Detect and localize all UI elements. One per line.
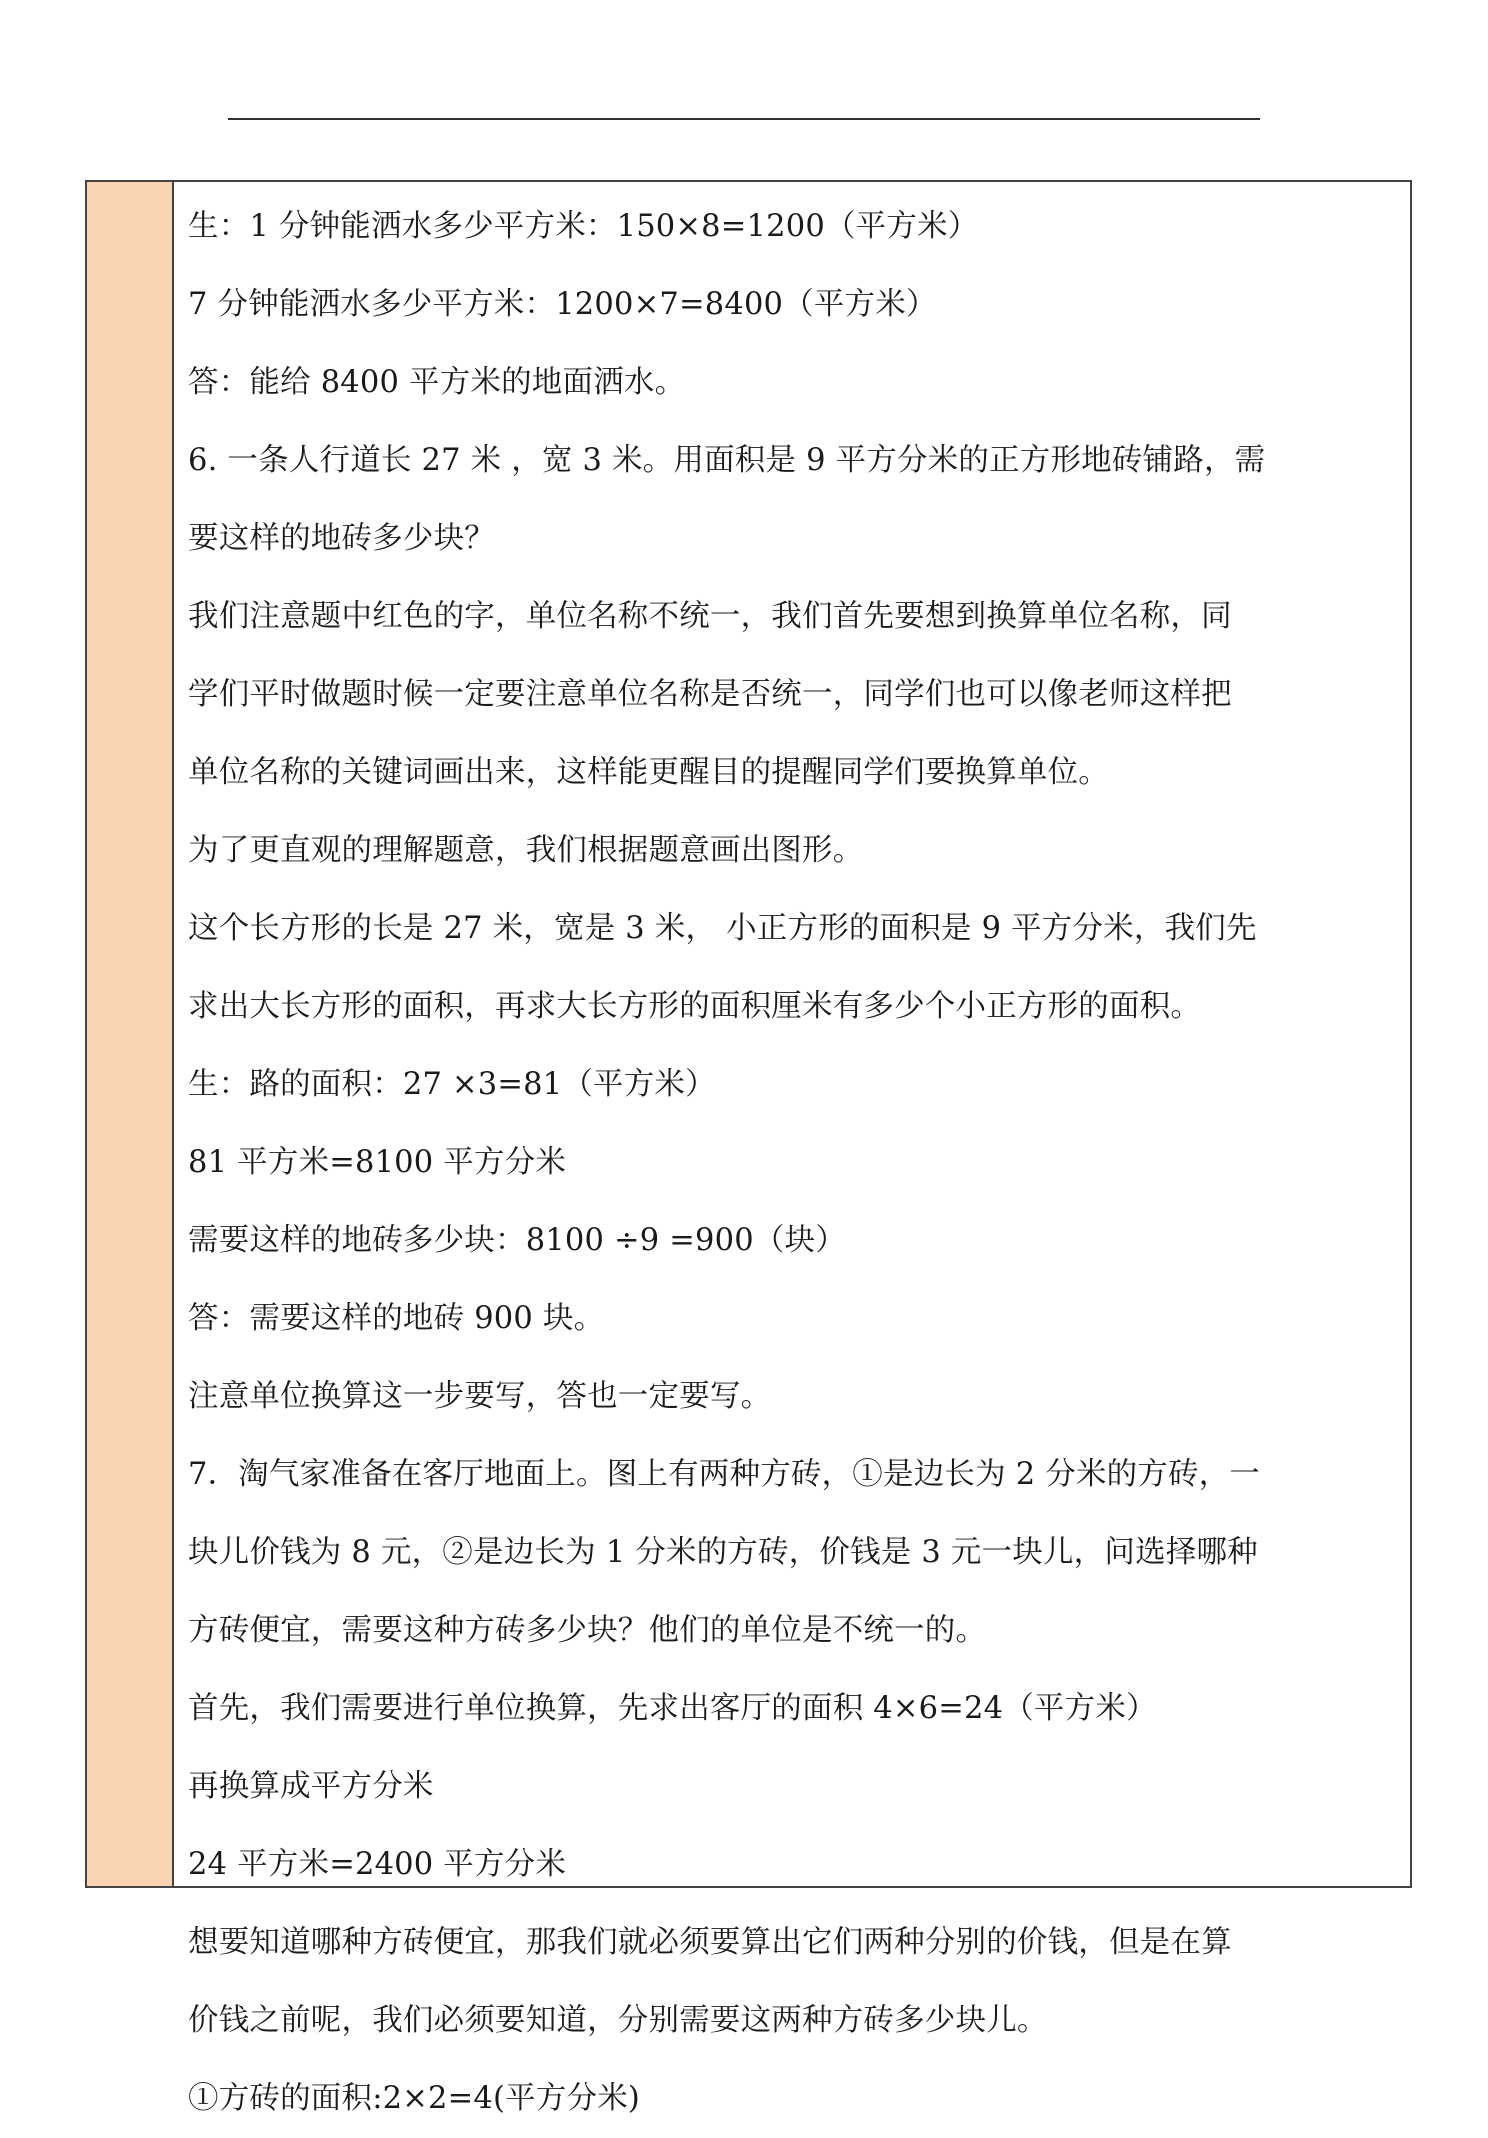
text-line: 块儿价钱为 8 元，②是边长为 1 分米的方砖，价钱是 3 元一块儿，问选择哪种 [188, 1535, 1258, 1570]
text-line: 7 分钟能洒水多少平方米：1200×7=8400（平方米） [188, 287, 937, 322]
header-rule [228, 118, 1260, 120]
lesson-table [85, 180, 1412, 2116]
text-line: 需要这样的地砖多少块：8100 ÷9 =900（块） [188, 1223, 846, 1258]
text-line: 价钱之前呢，我们必须要知道，分别需要这两种方砖多少块儿。 [188, 2003, 1048, 2038]
text-line: 单位名称的关键词画出来，这样能更醒目的提醒同学们要换算单位。 [188, 755, 1109, 790]
text-line: 求出大长方形的面积，再求大长方形的面积厘米有多少个小正方形的面积。 [188, 989, 1202, 1024]
text-line: 学们平时做题时候一定要注意单位名称是否统一，同学们也可以像老师这样把 [188, 677, 1232, 712]
text-line: 想要知道哪种方砖便宜，那我们就必须要算出它们两种分别的价钱，但是在算 [188, 1925, 1232, 1960]
text-line: 方砖便宜，需要这种方砖多少块？他们的单位是不统一的。 [188, 1613, 987, 1648]
text-line: 生：路的面积：27 ×3=81（平方米） [188, 1067, 716, 1102]
text-line: 首先，我们需要进行单位换算，先求出客厅的面积 4×6=24（平方米） [188, 1691, 1157, 1726]
text-line: 6. 一条人行道长 27 米 ，宽 3 米。用面积是 9 平方分米的正方形地砖铺路，需 [188, 443, 1266, 478]
text-line: 7．淘气家准备在客厅地面上。图上有两种方砖，①是边长为 2 分米的方砖，一 [188, 1457, 1261, 1492]
content-cell [174, 182, 1410, 2116]
text-line: 生：1 分钟能洒水多少平方米：150×8=1200（平方米） [188, 209, 979, 244]
text-line: 这个长方形的长是 27 米，宽是 3 米， 小正方形的面积是 9 平方分米，我们先 [188, 911, 1257, 946]
text-line: 注意单位换算这一步要写，答也一定要写。 [188, 1379, 772, 1414]
side-column [87, 182, 174, 1886]
text-line: 81 平方米=8100 平方分米 [188, 1145, 567, 1180]
text-line: 答：能给 8400 平方米的地面洒水。 [188, 365, 686, 400]
text-line: ①方砖的面积:2×2=4(平方分米) [188, 2081, 640, 2116]
text-line: 答：需要这样的地砖 900 块。 [188, 1301, 605, 1336]
text-line: 再换算成平方分米 [188, 1769, 434, 1804]
text-line: 为了更直观的理解题意，我们根据题意画出图形。 [188, 833, 864, 868]
text-line: 我们注意题中红色的字，单位名称不统一，我们首先要想到换算单位名称，同 [188, 599, 1232, 634]
text-line: 24 平方米=2400 平方分米 [188, 1847, 567, 1882]
text-line: 要这样的地砖多少块？ [188, 521, 495, 556]
